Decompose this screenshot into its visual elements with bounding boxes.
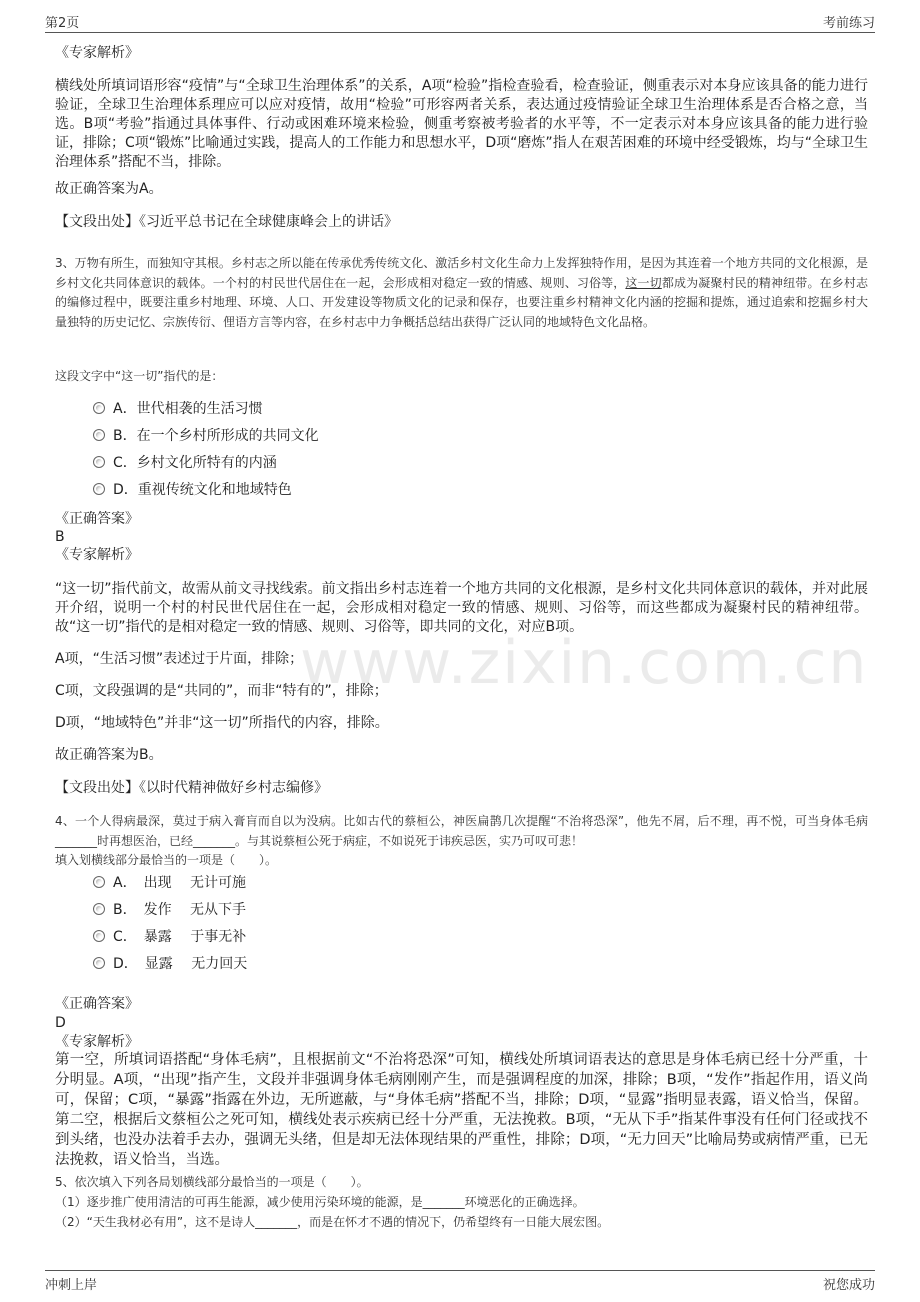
q2-analysis: 横线处所填词语形容“疫情”与“全球卫生治理体系”的关系，A项“检验”指检查验看，检查验证，侧重表示对本身应该具备的能力进行验证，全球卫生治理体系理应可以应对疫情，故用“检验”可形容两者关系，表达通过疫情验证全球卫生治理体系是否合格之意，当选。B项“考验”指通过具体事件、行动或困难环境来检验，侧重考察被考验者的水平等，不一定表示对本身应该具备的能力进行验证，排除；C项“锻炼”比喻通过实践，提高人的工作能力和思想水平，D项“磨炼”指人在艰苦困难的环境中经受锻炼，均与“全球卫生治理体系”搭配不当，排除。 [55, 78, 868, 170]
page-footer [45, 1270, 875, 1293]
q3-source: 【文段出处】《以时代精神做好乡村志编修》 [55, 780, 328, 796]
q3-analysis: “这一切”指代前文，故需从前文寻找线索。前文指出乡村志连着一个地方共同的文化根源，是乡村文化共同体意识的载体，并对此展开介绍，说明一个村的村民世代居住在一起，会形成相对稳定一致的情感、规则、习俗等，而这些都成为凝聚村民的精神纽带。故“这一切”指代的是相对稳定一致的情感、规则、习俗等，即共同的文化，对应B项。 [55, 581, 868, 635]
radio-icon[interactable] [93, 930, 105, 942]
header-title: 考前练习 [822, 16, 875, 31]
radio-icon[interactable] [93, 456, 105, 468]
q4-answer: D [55, 1015, 66, 1031]
q4-option-c[interactable]: C． 暴露 于事无补 [93, 927, 246, 947]
q3-option-a-note: A项，“生活习惯”表述过于片面，排除； [55, 651, 304, 667]
q3-answer: B [55, 529, 65, 545]
q2-source: 【文段出处】《习近平总书记在全球健康峰会上的讲话》 [55, 214, 398, 230]
q4-analysis: 第一空，所填词语搭配“身体毛病”，且根据前文“不治将恐深”可知，横线处所填词语表达的意思是身体毛病已经十分严重，十分明显。A项，“出现”指产生，文段并非强调身体毛病刚刚产生，而是强调程度的加深，排除；B项，“发作”指起作用，语义尚可，保留；C项，“暴露”指露在外边，无所遮蔽，与“身体毛病”搭配不当，排除；D项，“显露”指明显表露，语义恰当，保留。第二空，根据后文蔡桓公之死可知，横线处表示疾病已经十分严重，无法挽救。B项，“无从下手”指某件事没有任何门径或找不到头绪，也没办法着手去办，强调无头绪，但是却无法体现结果的严重性，排除；D项，“无力回天”比喻局势或病情严重，已无法挽救，语义恰当，当选。 [55, 1052, 868, 1168]
q3-option-b[interactable]: B．在一个乡村所形成的共同文化 [93, 426, 319, 446]
q3-underlined-phrase: 这一切 [625, 275, 662, 290]
q3-stem: 3、万物有所生，而独知守其根。乡村志之所以能在传承优秀传统文化、激活乡村文化生命力上发挥独特作用，是因为其连着一个地方共同的文化根源，是乡村文化共同体意识的载体。一个村的村民世代居住在一起，会形成相对稳定一致的情感、规则、习俗等，这一切都成为凝聚村民的精神纽带。在乡村志的编修过程中，既要注重乡村地理、环境、人口、开发建设等物质文化的记录和保存，也要注重乡村精神文化内涵的挖掘和提炼，通过追索和挖掘乡村大量独特的历史记忆、宗族传衍、俚语方言等内容，在乡村志中力争概括总结出获得广泛认同的地域特色文化品格。 [55, 256, 868, 329]
q2-analysis-label: 《专家解析》 [55, 45, 139, 61]
radio-icon[interactable] [93, 876, 105, 888]
radio-icon[interactable] [93, 903, 105, 915]
q2-conclusion: 故正确答案为A。 [55, 181, 163, 197]
q4-analysis-label: 《专家解析》 [55, 1034, 139, 1050]
q3-answer-label: 《正确答案》 [55, 511, 139, 527]
footer-right: 祝您成功 [822, 1278, 875, 1293]
page-header [45, 10, 875, 33]
radio-icon[interactable] [93, 402, 105, 414]
radio-icon[interactable] [93, 483, 105, 495]
footer-left: 冲刺上岸 [45, 1278, 98, 1293]
q4-option-d[interactable]: D． 显露 无力回天 [93, 954, 247, 974]
radio-icon[interactable] [93, 957, 105, 969]
q3-analysis-label: 《专家解析》 [55, 547, 139, 563]
q3-option-c-note: C项，文段强调的是“共同的”，而非“特有的”，排除； [55, 683, 388, 699]
q3-question: 这段文字中“这一切”指代的是： [55, 369, 224, 383]
radio-icon[interactable] [93, 429, 105, 441]
q3-option-d[interactable]: D．重视传统文化和地域特色 [93, 480, 292, 500]
q4-answer-label: 《正确答案》 [55, 996, 139, 1012]
q5-stem: 5、依次填入下列各局划横线部分最恰当的一项是（ ）。 [55, 1175, 369, 1189]
q3-option-a[interactable]: A．世代相袭的生活习惯 [93, 399, 263, 419]
page-number: 第2页 [45, 16, 80, 31]
q5-item-1: （1）逐步推广使用清洁的可再生能源，减少使用污染环境的能源，是_______环境恶化的正确选择。 [55, 1195, 585, 1209]
q4-question: 填入划横线部分最恰当的一项是（ ）。 [55, 853, 278, 867]
q3-option-d-note: D项，“地域特色”并非“这一切”所指代的内容，排除。 [55, 715, 389, 731]
q4-option-b[interactable]: B． 发作 无从下手 [93, 900, 246, 920]
watermark: www.zixin.com.cn [300, 628, 869, 698]
q5-item-2: （2）“天生我材必有用”，这不是诗人_______，而是在怀才不遇的情况下，仍希望终有一日能大展宏图。 [55, 1215, 610, 1229]
q4-stem: 4、一个人得病最深，莫过于病入膏肓而自以为没病。比如古代的蔡桓公，神医扁鹊几次提醒“不治将恐深”，他先不屑，后不理，再不悦，可当身体毛病_______时再想医治，已经_______。与其说蔡桓公死于病症，不如说死于讳疾忌医，实乃可叹可悲！ [55, 814, 868, 848]
q4-option-a[interactable]: A． 出现 无计可施 [93, 873, 246, 893]
q3-option-c[interactable]: C．乡村文化所特有的内涵 [93, 453, 277, 473]
q3-conclusion: 故正确答案为B。 [55, 747, 163, 763]
